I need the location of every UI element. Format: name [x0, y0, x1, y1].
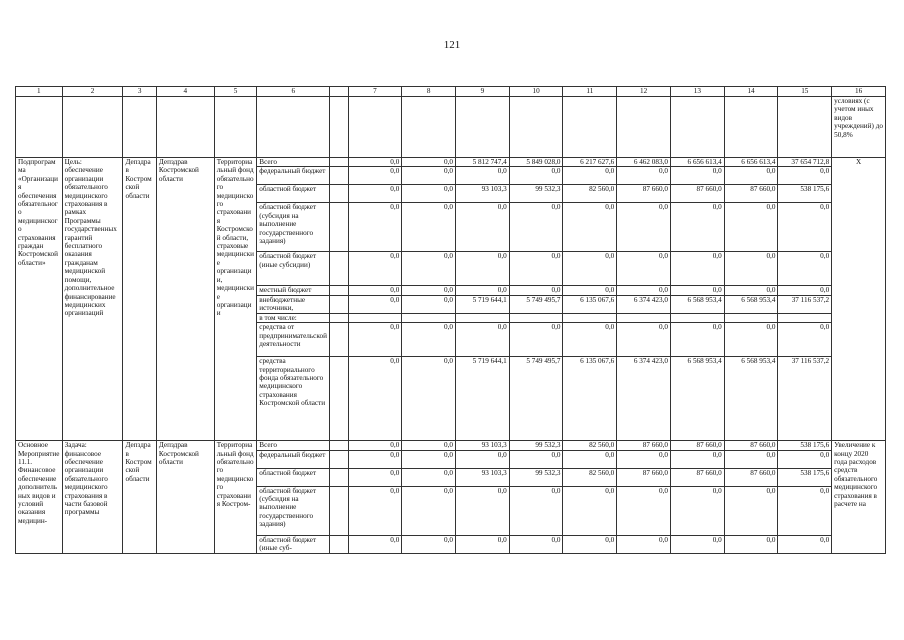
amount-cell: [670, 313, 724, 322]
empty-cell: [257, 97, 330, 158]
amount-cell: 0,0: [670, 323, 724, 357]
amount-cell: 82 560,0: [563, 185, 617, 203]
amount-cell: 37 116 537,2: [778, 357, 832, 441]
source-label: внебюджетные источники,: [257, 295, 330, 313]
empty-cell: [330, 185, 348, 203]
empty-cell: [348, 97, 402, 158]
amount-cell: 0,0: [402, 441, 456, 450]
amount-cell: 0,0: [509, 323, 563, 357]
amount-cell: [509, 313, 563, 322]
amount-cell: 0,0: [402, 158, 456, 167]
empty-cell: [724, 97, 778, 158]
amount-cell: [724, 313, 778, 322]
amount-cell: 0,0: [724, 450, 778, 468]
amount-cell: 0,0: [778, 203, 832, 252]
amount-cell: [617, 313, 671, 322]
block2-col3: Депздрав Костромской области: [123, 441, 156, 553]
amount-cell: 0,0: [724, 203, 778, 252]
empty-cell: [62, 97, 123, 158]
amount-cell: 0,0: [563, 167, 617, 185]
header-cell: 11: [563, 87, 617, 97]
empty-cell: [330, 252, 348, 286]
block1-col16: Х: [832, 158, 886, 441]
amount-cell: 0,0: [348, 252, 402, 286]
amount-cell: 0,0: [509, 167, 563, 185]
amount-cell: 93 103,3: [456, 185, 510, 203]
amount-cell: 0,0: [402, 167, 456, 185]
header-cell: 8: [402, 87, 456, 97]
source-label: средства от предпринимательской деятельности: [257, 323, 330, 357]
budget-table: [15, 86, 886, 554]
amount-cell: 87 660,0: [617, 468, 671, 486]
amount-cell: 0,0: [563, 323, 617, 357]
amount-cell: 0,0: [456, 167, 510, 185]
amount-cell: 0,0: [724, 286, 778, 295]
amount-cell: 0,0: [563, 535, 617, 553]
amount-cell: 0,0: [563, 486, 617, 535]
amount-cell: 0,0: [670, 286, 724, 295]
empty-cell: [330, 450, 348, 468]
header-cell: 10: [509, 87, 563, 97]
amount-cell: 538 175,6: [778, 468, 832, 486]
indicator-text: условиях (с учетом иных видов учреждений) до 50,8%: [832, 97, 886, 158]
amount-cell: 0,0: [724, 323, 778, 357]
amount-cell: 0,0: [402, 486, 456, 535]
amount-cell: 0,0: [670, 203, 724, 252]
empty-cell: [330, 97, 348, 158]
amount-cell: 87 660,0: [670, 441, 724, 450]
source-label: Всего: [257, 158, 330, 167]
amount-cell: 0,0: [402, 185, 456, 203]
empty-cell: [778, 97, 832, 158]
amount-cell: 0,0: [348, 295, 402, 313]
amount-cell: 0,0: [563, 450, 617, 468]
empty-cell: [563, 97, 617, 158]
amount-cell: 0,0: [670, 535, 724, 553]
amount-cell: 0,0: [402, 295, 456, 313]
empty-cell: [509, 97, 563, 158]
block2-col16: Увеличение к концу 2020 года расходов средств обязательного медицинского страхования в расчете на: [832, 441, 886, 553]
amount-cell: 0,0: [617, 486, 671, 535]
source-label: в том числе:: [257, 313, 330, 322]
amount-cell: [348, 313, 402, 322]
amount-cell: 0,0: [402, 203, 456, 252]
table-row: [16, 158, 886, 167]
source-label: областной бюджет: [257, 185, 330, 203]
amount-cell: 0,0: [402, 357, 456, 441]
empty-cell: [456, 97, 510, 158]
amount-cell: 0,0: [456, 450, 510, 468]
amount-cell: 538 175,6: [778, 185, 832, 203]
block2-col1: Основное Мероприятие 11.1. Финансовое обеспечение дополнительных видов и условий оказания медицин-: [16, 441, 63, 553]
amount-cell: 0,0: [509, 203, 563, 252]
header-cell: 3: [123, 87, 156, 97]
amount-cell: 6 462 083,0: [617, 158, 671, 167]
amount-cell: 0,0: [456, 203, 510, 252]
amount-cell: 538 175,6: [778, 441, 832, 450]
source-label: областной бюджет (иные суб-: [257, 535, 330, 553]
amount-cell: 6 217 627,6: [563, 158, 617, 167]
amount-cell: 5 749 495,7: [509, 295, 563, 313]
amount-cell: 93 103,3: [456, 441, 510, 450]
amount-cell: 0,0: [778, 167, 832, 185]
header-cell: 6: [257, 87, 330, 97]
amount-cell: 99 532,3: [509, 468, 563, 486]
amount-cell: 6 568 953,4: [724, 357, 778, 441]
amount-cell: [563, 313, 617, 322]
source-label: местный бюджет: [257, 286, 330, 295]
source-label: средства территориального фонда обязательного медицинского страхования Костромской области: [257, 357, 330, 441]
amount-cell: 6 135 067,6: [563, 357, 617, 441]
source-label: областной бюджет (иные субсидии): [257, 252, 330, 286]
empty-cell: [330, 286, 348, 295]
amount-cell: 0,0: [724, 167, 778, 185]
amount-cell: 0,0: [348, 286, 402, 295]
amount-cell: 0,0: [348, 486, 402, 535]
block1-col5: Территориальный фонд обязательного медицинского страхования Костромской области, страховые медицинские организации, медицинские организации: [214, 158, 257, 441]
header-cell: 7: [348, 87, 402, 97]
amount-cell: 0,0: [402, 535, 456, 553]
amount-cell: 0,0: [563, 203, 617, 252]
amount-cell: [456, 313, 510, 322]
source-label: Всего: [257, 441, 330, 450]
amount-cell: 0,0: [617, 450, 671, 468]
amount-cell: 0,0: [778, 323, 832, 357]
amount-cell: 6 135 067,6: [563, 295, 617, 313]
amount-cell: 0,0: [509, 450, 563, 468]
amount-cell: 6 374 423,0: [617, 295, 671, 313]
block1-col3: Депздрав Костромской области: [123, 158, 156, 441]
empty-cell: [670, 97, 724, 158]
amount-cell: 0,0: [348, 185, 402, 203]
empty-cell: [16, 97, 63, 158]
amount-cell: [402, 313, 456, 322]
empty-cell: [330, 441, 348, 450]
header-cell: [330, 87, 348, 97]
empty-cell: [330, 357, 348, 441]
amount-cell: 0,0: [778, 535, 832, 553]
amount-cell: 99 532,3: [509, 185, 563, 203]
amount-cell: 0,0: [456, 535, 510, 553]
amount-cell: 0,0: [563, 252, 617, 286]
amount-cell: 0,0: [670, 450, 724, 468]
header-cell: 15: [778, 87, 832, 97]
amount-cell: 0,0: [402, 252, 456, 286]
amount-cell: 37 654 712,8: [778, 158, 832, 167]
header-cell: 9: [456, 87, 510, 97]
amount-cell: 99 532,3: [509, 441, 563, 450]
empty-cell: [617, 97, 671, 158]
amount-cell: 5 812 747,4: [456, 158, 510, 167]
amount-cell: 6 568 953,4: [724, 295, 778, 313]
amount-cell: 0,0: [778, 486, 832, 535]
amount-cell: 0,0: [456, 323, 510, 357]
continuation-row: [16, 97, 886, 158]
block1-col4: Депздрав Костромской области: [156, 158, 214, 441]
amount-cell: 0,0: [724, 535, 778, 553]
header-cell: 12: [617, 87, 671, 97]
empty-cell: [330, 158, 348, 167]
empty-cell: [330, 295, 348, 313]
amount-cell: 6 656 613,4: [670, 158, 724, 167]
amount-cell: 5 719 644,1: [456, 295, 510, 313]
amount-cell: 87 660,0: [670, 468, 724, 486]
amount-cell: 0,0: [348, 468, 402, 486]
amount-cell: 6 374 423,0: [617, 357, 671, 441]
amount-cell: 87 660,0: [617, 441, 671, 450]
amount-cell: 5 749 495,7: [509, 357, 563, 441]
amount-cell: 0,0: [348, 535, 402, 553]
amount-cell: 0,0: [617, 167, 671, 185]
amount-cell: 0,0: [563, 286, 617, 295]
amount-cell: 0,0: [402, 450, 456, 468]
amount-cell: 0,0: [509, 486, 563, 535]
amount-cell: 0,0: [724, 252, 778, 286]
amount-cell: 87 660,0: [724, 468, 778, 486]
empty-cell: [330, 486, 348, 535]
amount-cell: 0,0: [509, 286, 563, 295]
amount-cell: 82 560,0: [563, 468, 617, 486]
amount-cell: 6 568 953,4: [670, 357, 724, 441]
amount-cell: 0,0: [670, 252, 724, 286]
amount-cell: 0,0: [778, 450, 832, 468]
amount-cell: 0,0: [617, 252, 671, 286]
source-label: федеральный бюджет: [257, 167, 330, 185]
table-row: [16, 441, 886, 450]
amount-cell: [778, 313, 832, 322]
source-label: областной бюджет: [257, 468, 330, 486]
amount-cell: 0,0: [617, 203, 671, 252]
amount-cell: 0,0: [456, 286, 510, 295]
header-cell: 14: [724, 87, 778, 97]
empty-cell: [330, 468, 348, 486]
block2-col5: Территориальный фонд обязательного медицинского страхования Костром-: [214, 441, 257, 553]
amount-cell: 0,0: [456, 486, 510, 535]
block2-col4: Депздрав Костромской области: [156, 441, 214, 553]
amount-cell: 0,0: [348, 357, 402, 441]
block1-col2: Цель: обеспечение организации обязательного медицинского страхования в рамках Программы государственных гарантий бесплатного оказания гражданам медицинской помощи, дополнительное финансирование медицинских организаций: [62, 158, 123, 441]
amount-cell: 87 660,0: [670, 185, 724, 203]
page-number: 121: [443, 39, 461, 51]
amount-cell: 0,0: [402, 286, 456, 295]
amount-cell: 0,0: [348, 323, 402, 357]
amount-cell: 6 568 953,4: [670, 295, 724, 313]
amount-cell: 0,0: [617, 323, 671, 357]
empty-cell: [330, 167, 348, 185]
header-cell: 5: [214, 87, 257, 97]
empty-cell: [330, 535, 348, 553]
amount-cell: 5 849 028,0: [509, 158, 563, 167]
amount-cell: 0,0: [402, 468, 456, 486]
amount-cell: 6 656 613,4: [724, 158, 778, 167]
amount-cell: 0,0: [456, 252, 510, 286]
amount-cell: 87 660,0: [724, 185, 778, 203]
header-cell: 13: [670, 87, 724, 97]
header-cell: 16: [832, 87, 886, 97]
amount-cell: 0,0: [778, 252, 832, 286]
amount-cell: 0,0: [509, 252, 563, 286]
empty-cell: [123, 97, 156, 158]
header-row: [16, 87, 886, 97]
empty-cell: [156, 97, 214, 158]
empty-cell: [402, 97, 456, 158]
amount-cell: 87 660,0: [617, 185, 671, 203]
amount-cell: 0,0: [348, 450, 402, 468]
amount-cell: 0,0: [509, 535, 563, 553]
empty-cell: [214, 97, 257, 158]
amount-cell: 0,0: [402, 323, 456, 357]
amount-cell: 0,0: [617, 535, 671, 553]
amount-cell: 0,0: [724, 486, 778, 535]
amount-cell: 0,0: [348, 158, 402, 167]
amount-cell: 93 103,3: [456, 468, 510, 486]
amount-cell: 0,0: [670, 486, 724, 535]
amount-cell: 0,0: [348, 167, 402, 185]
amount-cell: 0,0: [617, 286, 671, 295]
source-label: областной бюджет (субсидия на выполнение государственного задания): [257, 486, 330, 535]
amount-cell: 87 660,0: [724, 441, 778, 450]
header-cell: 2: [62, 87, 123, 97]
header-cell: 1: [16, 87, 63, 97]
amount-cell: 37 116 537,2: [778, 295, 832, 313]
source-label: областной бюджет (субсидия на выполнение государственного задания): [257, 203, 330, 252]
empty-cell: [330, 313, 348, 322]
amount-cell: 82 560,0: [563, 441, 617, 450]
empty-cell: [330, 203, 348, 252]
source-label: федеральный бюджет: [257, 450, 330, 468]
amount-cell: 0,0: [778, 286, 832, 295]
amount-cell: 5 719 644,1: [456, 357, 510, 441]
amount-cell: 0,0: [348, 203, 402, 252]
amount-cell: 0,0: [348, 441, 402, 450]
amount-cell: 0,0: [670, 167, 724, 185]
header-cell: 4: [156, 87, 214, 97]
empty-cell: [330, 323, 348, 357]
block2-col2: Задача: финансовое обеспечение организации обязательного медицинского страхования в части базовой программы: [62, 441, 123, 553]
block1-col1: Подпрограмма «Организация обеспечения обязательного медицинского страхования граждан Костромской области»: [16, 158, 63, 441]
